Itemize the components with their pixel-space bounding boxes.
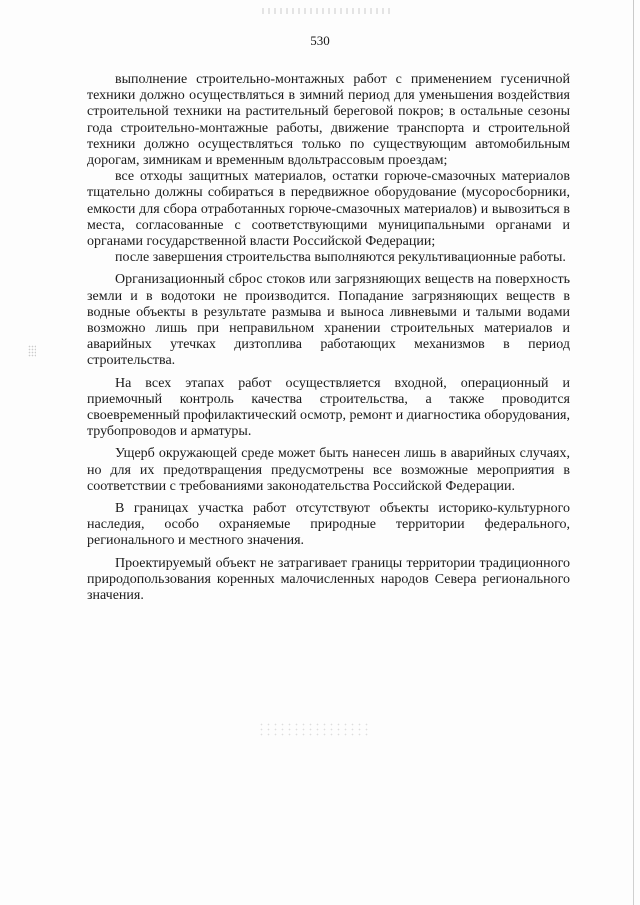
paragraph: На всех этапах работ осуществляется входной, операционный и приемочный контроль качества строительства, а также проводится своевременный профилактический осмотр, ремонт и диагностика оборудования, трубопроводов и арматуры. — [87, 375, 570, 440]
page-number: 530 — [310, 33, 330, 48]
body-text — [87, 72, 570, 604]
scan-artifact — [28, 345, 36, 357]
paragraph: Ущерб окружающей среде может быть нанесен лишь в аварийных случаях, но для их предотвращения предусмотрены все возможные мероприятия в соответствии с требованиями законодательства Российской Федерации. — [87, 446, 570, 494]
paragraph: В границах участка работ отсутствуют объекты историко-культурного наследия, особо охраняемые природные территории федерального, регионального и местного значения. — [87, 501, 570, 549]
page-edge — [633, 0, 634, 905]
paragraph: Организационный сброс стоков или загрязняющих веществ на поверхность земли и в водотоки не производится. Попадание загрязняющих веществ в водные объекты в результате размыва и выноса ливневыми и талыми водами возможно лишь при неправильном хранении строительных материалов и аварийных утечках дизтоплива работающих механизмов в период строительства. — [87, 272, 570, 369]
paragraph: все отходы защитных материалов, остатки горюче-смазочных материалов тщательно должны собираться в передвижное оборудование (мусоросборники, емкости для сбора отработанных горюче-смазочных материалов) и вывозиться в места, согласованные с соответствующими муниципальными органами и органами государственной власти Российской Федерации; — [87, 169, 570, 250]
scan-artifact — [258, 722, 368, 738]
paragraph: Проектируемый объект не затрагивает границы территории традиционного природопользования коренных малочисленных народов Севера регионального значения. — [87, 555, 570, 604]
paragraph: выполнение строительно-монтажных работ с применением гусеничной техники должно осуществляться в зимний период для уменьшения воздействия строительной техники на растительный береговой покров; в остальные сезоны года строительно-монтажные работы, движение транспорта и строительной техники должно осуществляться только по существующим автомобильным дорогам, зимникам и временным вдольтрассовым проездам; — [87, 72, 570, 169]
paragraph: после завершения строительства выполняются рекультивационные работы. — [115, 250, 566, 266]
scan-artifact — [262, 8, 392, 14]
